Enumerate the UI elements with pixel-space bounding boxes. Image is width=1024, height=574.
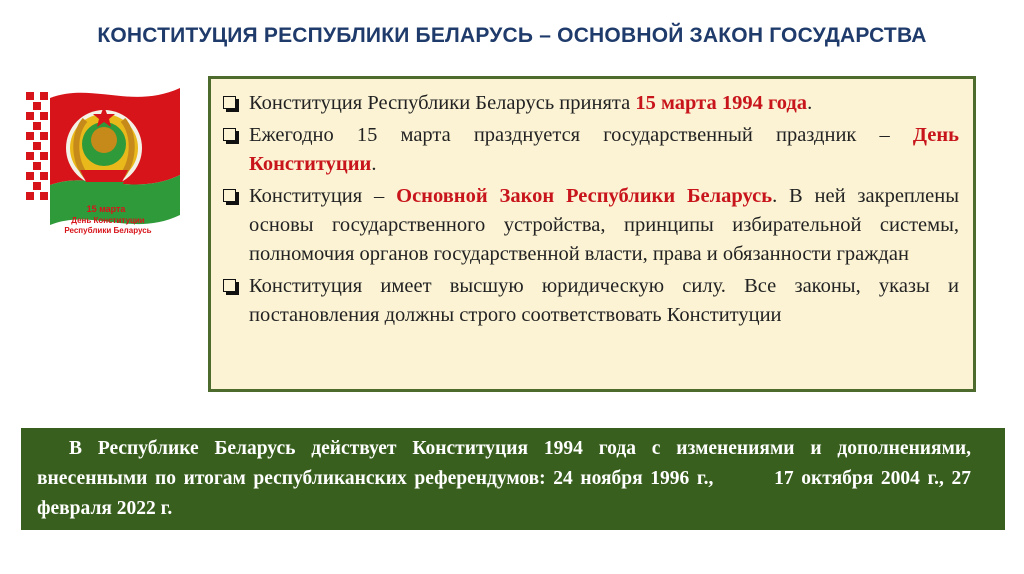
fact-text: Ежегодно 15 марта празднуется государственный праздник –: [249, 124, 913, 146]
checkbox-bullet-icon: [223, 279, 236, 292]
fact-item-supreme-force: [221, 272, 959, 330]
emblem-caption-line3: Республики Беларусь: [64, 226, 152, 235]
fact-text-end: .: [371, 153, 377, 175]
checkbox-bullet-icon: [223, 189, 236, 202]
checkbox-bullet-icon: [223, 96, 236, 109]
amendments-summary-box: [21, 428, 1005, 530]
fact-text-end: . В ней закреплены основы государственного устройства, принципы избирательной системы, полномочия органов государственной власти, права и обязанности граждан: [249, 185, 959, 265]
fact-text-end: .: [807, 92, 813, 114]
fact-highlight-holiday: День Конституции: [249, 124, 959, 175]
fact-text: Конституция Республики Беларусь принята: [249, 92, 636, 114]
fact-text: Конституция –: [249, 185, 397, 207]
amendments-summary-text: В Республике Беларусь действует Конституция 1994 года с изменениями и дополнениями, внесенными по итогам республиканских референдумов: 24 ноября 1996 г., 17 октября 2004 г., 27 февраля 2022 г.: [37, 438, 976, 519]
fact-highlight-date: 15 марта 1994 года: [635, 92, 808, 114]
fact-item-adoption: [221, 89, 959, 118]
fact-text: Конституция имеет высшую юридическую силу. Все законы, указы и постановления должны строго соответствовать Конституции: [249, 275, 959, 326]
fact-item-holiday: [221, 121, 959, 179]
emblem-caption-line1: 15 марта: [86, 204, 126, 214]
constitution-day-emblem: [22, 80, 187, 255]
belarus-emblem-flag-icon: [22, 80, 187, 255]
constitution-facts-box: [208, 76, 976, 392]
fact-item-basic-law: [221, 182, 959, 269]
checkbox-bullet-icon: [223, 128, 236, 141]
slide-title: КОНСТИТУЦИЯ РЕСПУБЛИКИ БЕЛАРУСЬ – ОСНОВНОЙ ЗАКОН ГОСУДАРСТВА: [97, 24, 927, 47]
fact-highlight-basic-law: Основной Закон Республики Беларусь: [396, 185, 773, 207]
emblem-caption-line2: День Конституции: [71, 216, 145, 225]
